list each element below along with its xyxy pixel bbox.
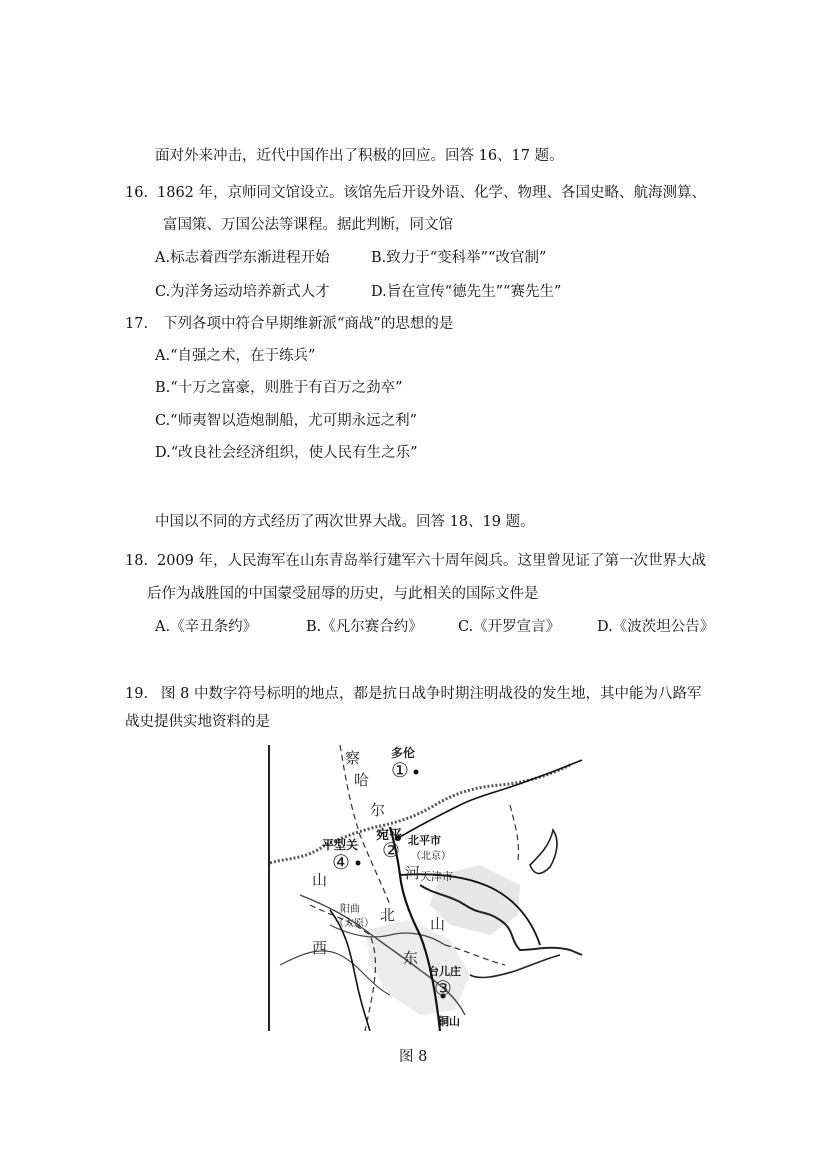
map-label-xi: 西 [312,939,328,957]
map-label-beijing: （北京） [411,851,451,862]
map-marker-3: ③ [434,976,452,1000]
question-16-option-a[interactable]: A.标志着西学东渐进程开始 [155,250,330,266]
question-16-option-c[interactable]: C.为洋务运动培养新式人才 [155,284,330,300]
map-marker-2: ② [382,838,400,862]
map-label-taierzhuang: 台儿庄 [428,965,461,978]
question-18-option-a[interactable]: A.《辛丑条约》 [155,619,258,635]
map-point-pingxingguan [356,861,361,866]
map-marker-4: ④ [332,850,350,874]
map-great-wall [270,765,570,863]
question-17-number: 17. [125,316,149,332]
map-label-ha: 哈 [354,771,370,789]
question-19-stem-line2: 战史提供实地资料的是 [125,714,270,730]
map-label-tongshan: 铜山 [438,1015,460,1028]
figure-caption: 图 8 [399,1049,428,1065]
question-18-option-c[interactable]: C.《开罗宣言》 [458,619,561,635]
question-16-option-b[interactable]: B.致力于“变科举”“改官制” [371,250,547,266]
question-19-number: 19. [125,686,149,702]
map-label-shan-west: 山 [312,871,328,889]
map-label-er: 尔 [370,801,386,819]
question-16-option-d[interactable]: D.旨在宣传“德先生”“赛先生” [371,284,562,300]
map-label-tianjin: 天津市 [420,870,453,883]
map-label-wanping: 宛平 [376,828,403,843]
map-province-boundary [510,805,518,860]
question-18-number: 18. [125,553,149,569]
question-17-option-a[interactable]: A.“自强之术，在于练兵” [155,348,316,364]
question-16-stem-line2: 富国策、万国公法等课程。据此判断，同文馆 [163,217,453,233]
map-label-taiyuan: （太原） [334,918,374,929]
question-17-stem: 下列各项中符合早期维新派“商战”的思想的是 [163,316,454,332]
map-label-yangqu: 阳曲 [340,904,360,915]
map-label-duolun: 多伦 [391,746,416,760]
map-point-duolun [414,770,419,775]
map-label-he: 河 [405,864,421,882]
question-16-number: 16. [125,185,149,201]
map-label-dong: 东 [403,949,419,967]
intro-18-19-prev: 面对外来冲击，近代中国作出了积极的回应。回答 16、17 题。 [155,148,564,164]
question-18-option-b[interactable]: B.《凡尔赛合约》 [306,619,423,635]
figure-8-map [268,745,583,1031]
map-marker-1: ① [391,758,409,782]
question-17-option-c[interactable]: C.“师夷智以造炮制船，尤可期永远之利” [155,413,418,429]
map-label-cha: 察 [345,749,361,767]
map-label-bei: 北 [380,906,396,924]
question-18-stem-line2: 后作为战胜国的中国蒙受屈辱的历史，与此相关的国际文件是 [147,586,539,602]
map-peninsula [530,830,557,874]
question-19-stem-line1: 图 8 中数字符号标明的地点，都是抗日战争时期注明战役的发生地，其中能为八路军 [161,686,702,702]
question-18-option-d[interactable]: D.《波茨坦公告》 [597,619,715,635]
map-label-pingxingguan: 平型关 [322,838,359,852]
question-18-stem-line1: 2009 年，人民海军在山东青岛举行建军六十周年阅兵。这里曾见证了第一次世界大战 [157,553,707,569]
question-17-option-b[interactable]: B.“十万之富豪，则胜于有百万之劲卒” [155,380,403,396]
question-17-option-d[interactable]: D.“改良社会经济组织，使人民有生之乐” [155,445,418,461]
map-railway [400,760,582,837]
question-16-stem-line1: 1862 年，京师同文馆设立。该馆先后开设外语、化学、物理、各国史略、航海测算、 [157,185,707,201]
map-label-beiping: 北平市 [408,834,441,847]
intro-18-19: 中国以不同的方式经历了两次世界大战。回答 18、19 题。 [155,514,535,530]
map-label-shan-east: 山 [430,915,446,933]
map-province-boundary [340,745,390,905]
